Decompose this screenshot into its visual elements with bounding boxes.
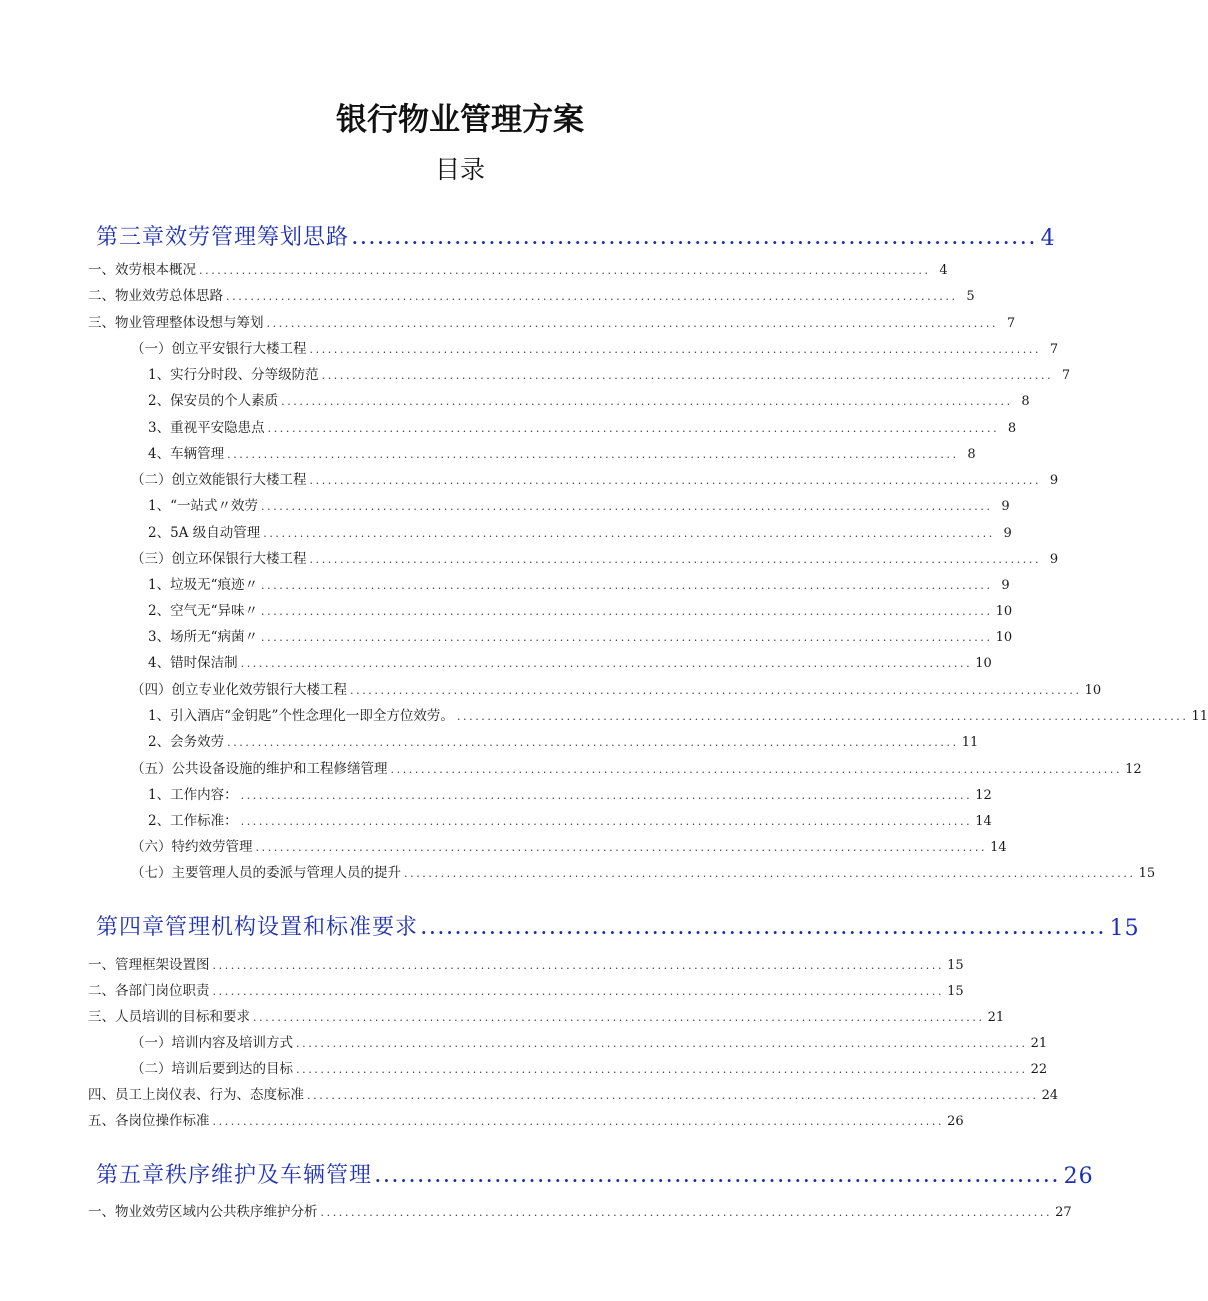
- toc-leader-dots: ........................................................................................................................: [226, 290, 958, 303]
- toc-leader-dots: ........................................................................................................................: [261, 605, 993, 618]
- toc-page-number: 7: [1049, 342, 1059, 357]
- toc-entry-label: 3、场所无“病菌〃: [148, 629, 258, 645]
- toc-entry-label: 4、车辆管理: [148, 446, 225, 462]
- toc-entry-label: （一）培训内容及培训方式: [131, 1035, 293, 1051]
- toc-entry-label: 一、物业效劳区域内公共秩序维护分析: [88, 1204, 318, 1220]
- toc-page-number: 10: [995, 630, 1013, 645]
- toc-entry[interactable]: [148, 809, 992, 829]
- toc-entry[interactable]: [148, 783, 992, 803]
- toc-entry[interactable]: [88, 311, 1016, 331]
- toc-leader-dots: ........................................................................................................................: [309, 343, 1042, 356]
- toc-leader-dots: ........................................................................................................................: [456, 710, 1189, 723]
- toc-page-number: 10: [1084, 683, 1102, 698]
- toc-chapter-3[interactable]: [96, 219, 1056, 251]
- toc-entry[interactable]: [88, 953, 964, 973]
- toc-entry[interactable]: [88, 1200, 1072, 1220]
- toc-leader-dots: ................................................................................: [352, 229, 1038, 248]
- toc-leader-dots: ........................................................................................................................: [267, 422, 1000, 435]
- toc-entry[interactable]: [88, 1005, 1005, 1025]
- toc-entry[interactable]: [131, 547, 1059, 567]
- toc-leader-dots: ........................................................................................................................: [227, 736, 959, 749]
- toc-page-number: 11: [961, 735, 979, 750]
- toc-leader-dots: ........................................................................................................................: [227, 448, 959, 461]
- toc-page-number: 27: [1055, 1205, 1072, 1220]
- toc-page-number: 5: [966, 289, 975, 304]
- toc-page-number: 9: [1001, 499, 1010, 514]
- toc-leader-dots: ........................................................................................................................: [296, 1063, 1028, 1076]
- toc-entry-label: （五）公共设备设施的维护和工程修缮管理: [131, 761, 388, 777]
- toc-entry[interactable]: [131, 835, 1007, 855]
- toc-entry[interactable]: [88, 284, 975, 304]
- toc-entry[interactable]: [148, 363, 1071, 383]
- toc-page-number: 10: [975, 656, 992, 671]
- toc-page-number: 14: [975, 814, 992, 829]
- toc-entry-label: 五、各岗位操作标准: [88, 1113, 210, 1129]
- toc-leader-dots: ........................................................................................................................: [263, 527, 995, 540]
- toc-entry[interactable]: [148, 521, 1012, 541]
- toc-leader-dots: ........................................................................................................................: [309, 474, 1042, 487]
- toc-chapter-label: 第五章秩序维护及车辆管理: [96, 1163, 373, 1188]
- toc-entry[interactable]: [131, 1031, 1048, 1051]
- toc-entry-label: （一）创立平安银行大楼工程: [131, 341, 307, 357]
- toc-entry-label: （三）创立环保银行大楼工程: [131, 551, 307, 567]
- toc-entry[interactable]: [131, 337, 1059, 357]
- toc-leader-dots: ........................................................................................................................: [240, 657, 973, 670]
- toc-page-number: 8: [1007, 421, 1017, 436]
- toc-entry[interactable]: [148, 416, 1017, 436]
- toc-leader-dots: ........................................................................................................................: [266, 317, 999, 330]
- toc-entry[interactable]: [131, 1057, 1048, 1077]
- toc-entry-label: （七）主要管理人员的委派与管理人员的提升: [131, 865, 401, 881]
- toc-page-number: 15: [947, 958, 964, 973]
- toc-entry-label: 1、实行分时段、分等级防范: [148, 367, 319, 383]
- toc-entry-label: （六）特约效劳管理: [131, 839, 253, 855]
- toc-leader-dots: ........................................................................................................................: [309, 553, 1042, 566]
- toc-entry[interactable]: [131, 861, 1156, 881]
- toc-leader-dots: ........................................................................................................................: [350, 684, 1082, 697]
- toc-entry[interactable]: [148, 389, 1030, 409]
- toc-leader-dots: ........................................................................................................................: [255, 841, 988, 854]
- toc-entry-label: 3、重视平安隐患点: [148, 420, 265, 436]
- toc-page-number: 15: [947, 984, 964, 999]
- toc-entry-label: 一、管理框架设置图: [88, 957, 210, 973]
- toc-leader-dots: ........................................................................................................................: [320, 1206, 1053, 1219]
- toc-leader-dots: ........................................................................................................................: [212, 1115, 945, 1128]
- toc-page-number: 14: [990, 840, 1007, 855]
- toc-chapter-4[interactable]: [96, 909, 1140, 941]
- toc-leader-dots: ........................................................................................................................: [307, 1089, 1039, 1102]
- document-title: 银行物业管理方案: [336, 102, 584, 138]
- toc-page-number: 8: [1021, 394, 1030, 409]
- toc-chapter-5[interactable]: [96, 1157, 1094, 1189]
- toc-page-number: 9: [1003, 526, 1012, 541]
- toc-entry-label: 四、员工上岗仪表、行为、态度标准: [88, 1087, 304, 1103]
- toc-page-number: 11: [1191, 709, 1208, 724]
- toc-page-number: 24: [1041, 1088, 1059, 1103]
- toc-entry-label: 1、垃圾无“痕迹〃: [148, 577, 258, 593]
- toc-entry-label: 1、引入酒店“金钥匙”个性念理化一即全方位效劳。: [148, 708, 454, 724]
- toc-entry-label: 三、人员培训的目标和要求: [88, 1009, 250, 1025]
- toc-entry-label: 2、工作标准：: [148, 813, 238, 829]
- toc-leader-dots: ........................................................................................................................: [261, 631, 993, 644]
- toc-entry-label: 三、物业管理整体设想与筹划: [88, 315, 264, 331]
- toc-page-number: 12: [1125, 762, 1142, 777]
- toc-leader-dots: ........................................................................................................................: [296, 1037, 1028, 1050]
- toc-entry[interactable]: [88, 1109, 964, 1129]
- toc-leader-dots: ........................................................................................................................: [212, 959, 945, 972]
- toc-entry[interactable]: [148, 730, 979, 750]
- toc-leader-dots: ................................................................................: [375, 1167, 1061, 1186]
- toc-entry[interactable]: [131, 757, 1142, 777]
- toc-entry[interactable]: [148, 573, 1010, 593]
- toc-page-number: 15: [1138, 866, 1156, 881]
- toc-leader-dots: ........................................................................................................................: [321, 369, 1054, 382]
- toc-page-number: 15: [1109, 916, 1140, 941]
- toc-entry[interactable]: [148, 704, 1208, 724]
- toc-leader-dots: ........................................................................................................................: [199, 264, 931, 277]
- toc-heading: 目录: [434, 155, 485, 184]
- toc-leader-dots: ........................................................................................................................: [404, 867, 1136, 880]
- toc-leader-dots: ........................................................................................................................: [281, 395, 1013, 408]
- toc-entry-label: （二）创立效能银行大楼工程: [131, 472, 307, 488]
- toc-leader-dots: ........................................................................................................................: [212, 985, 945, 998]
- toc-entry[interactable]: [88, 1083, 1059, 1103]
- toc-entry-label: 2、空气无“异味〃: [148, 603, 258, 619]
- toc-entry-label: 1、“一站式〃效劳: [148, 498, 258, 514]
- toc-page-number: 21: [987, 1010, 1005, 1025]
- toc-entry[interactable]: [131, 678, 1102, 698]
- toc-page-number: 9: [1049, 552, 1059, 567]
- toc-entry-label: （二）培训后要到达的目标: [131, 1061, 293, 1077]
- toc-leader-dots: ........................................................................................................................: [253, 1011, 985, 1024]
- toc-page-number: 4: [939, 263, 948, 278]
- toc-leader-dots: ........................................................................................................................: [261, 579, 993, 592]
- toc-entry[interactable]: [88, 258, 948, 278]
- toc-page-number: 9: [1001, 578, 1010, 593]
- toc-entry[interactable]: [131, 468, 1059, 488]
- toc-page-number: 22: [1030, 1062, 1048, 1077]
- toc-entry[interactable]: [148, 494, 1010, 514]
- toc-entry-label: 2、保安员的个人素质: [148, 393, 279, 409]
- toc-page-number: 8: [967, 447, 976, 462]
- toc-leader-dots: ........................................................................................................................: [261, 500, 993, 513]
- toc-entry-label: 4、错时保洁制: [148, 655, 238, 671]
- toc-leader-dots: ........................................................................................................................: [390, 763, 1123, 776]
- toc-entry-label: 1、工作内容：: [148, 787, 238, 803]
- toc-page-number: 26: [1063, 1164, 1094, 1189]
- toc-leader-dots: ........................................................................................................................: [240, 815, 973, 828]
- toc-entry[interactable]: [148, 625, 1013, 645]
- toc-entry-label: 二、各部门岗位职责: [88, 983, 210, 999]
- toc-page-number: 7: [1061, 368, 1071, 383]
- toc-entry-label: （四）创立专业化效劳银行大楼工程: [131, 682, 347, 698]
- toc-page-number: 21: [1030, 1036, 1048, 1051]
- toc-entry[interactable]: [148, 599, 1013, 619]
- toc-chapter-label: 第三章效劳管理筹划思路: [96, 225, 350, 250]
- toc-page-number: 10: [995, 604, 1013, 619]
- toc-entry-label: 2、会务效劳: [148, 734, 225, 750]
- toc-entry-label: 2、5A 级自动管理: [148, 525, 261, 541]
- toc-page-number: 12: [975, 788, 992, 803]
- toc-leader-dots: ........................................................................................................................: [240, 789, 973, 802]
- toc-entry[interactable]: [88, 979, 964, 999]
- toc-page-number: 4: [1040, 226, 1056, 251]
- toc-chapter-label: 第四章管理机构设置和标准要求: [96, 915, 419, 940]
- toc-page-number: 7: [1006, 316, 1016, 331]
- toc-entry[interactable]: [148, 651, 992, 671]
- toc-page-number: 26: [947, 1114, 964, 1129]
- toc-entry[interactable]: [148, 442, 976, 462]
- toc-page-number: 9: [1049, 473, 1059, 488]
- toc-leader-dots: ................................................................................: [421, 919, 1107, 938]
- toc-entry-label: 一、效劳根本概况: [88, 262, 196, 278]
- toc-entry-label: 二、物业效劳总体思路: [88, 288, 223, 304]
